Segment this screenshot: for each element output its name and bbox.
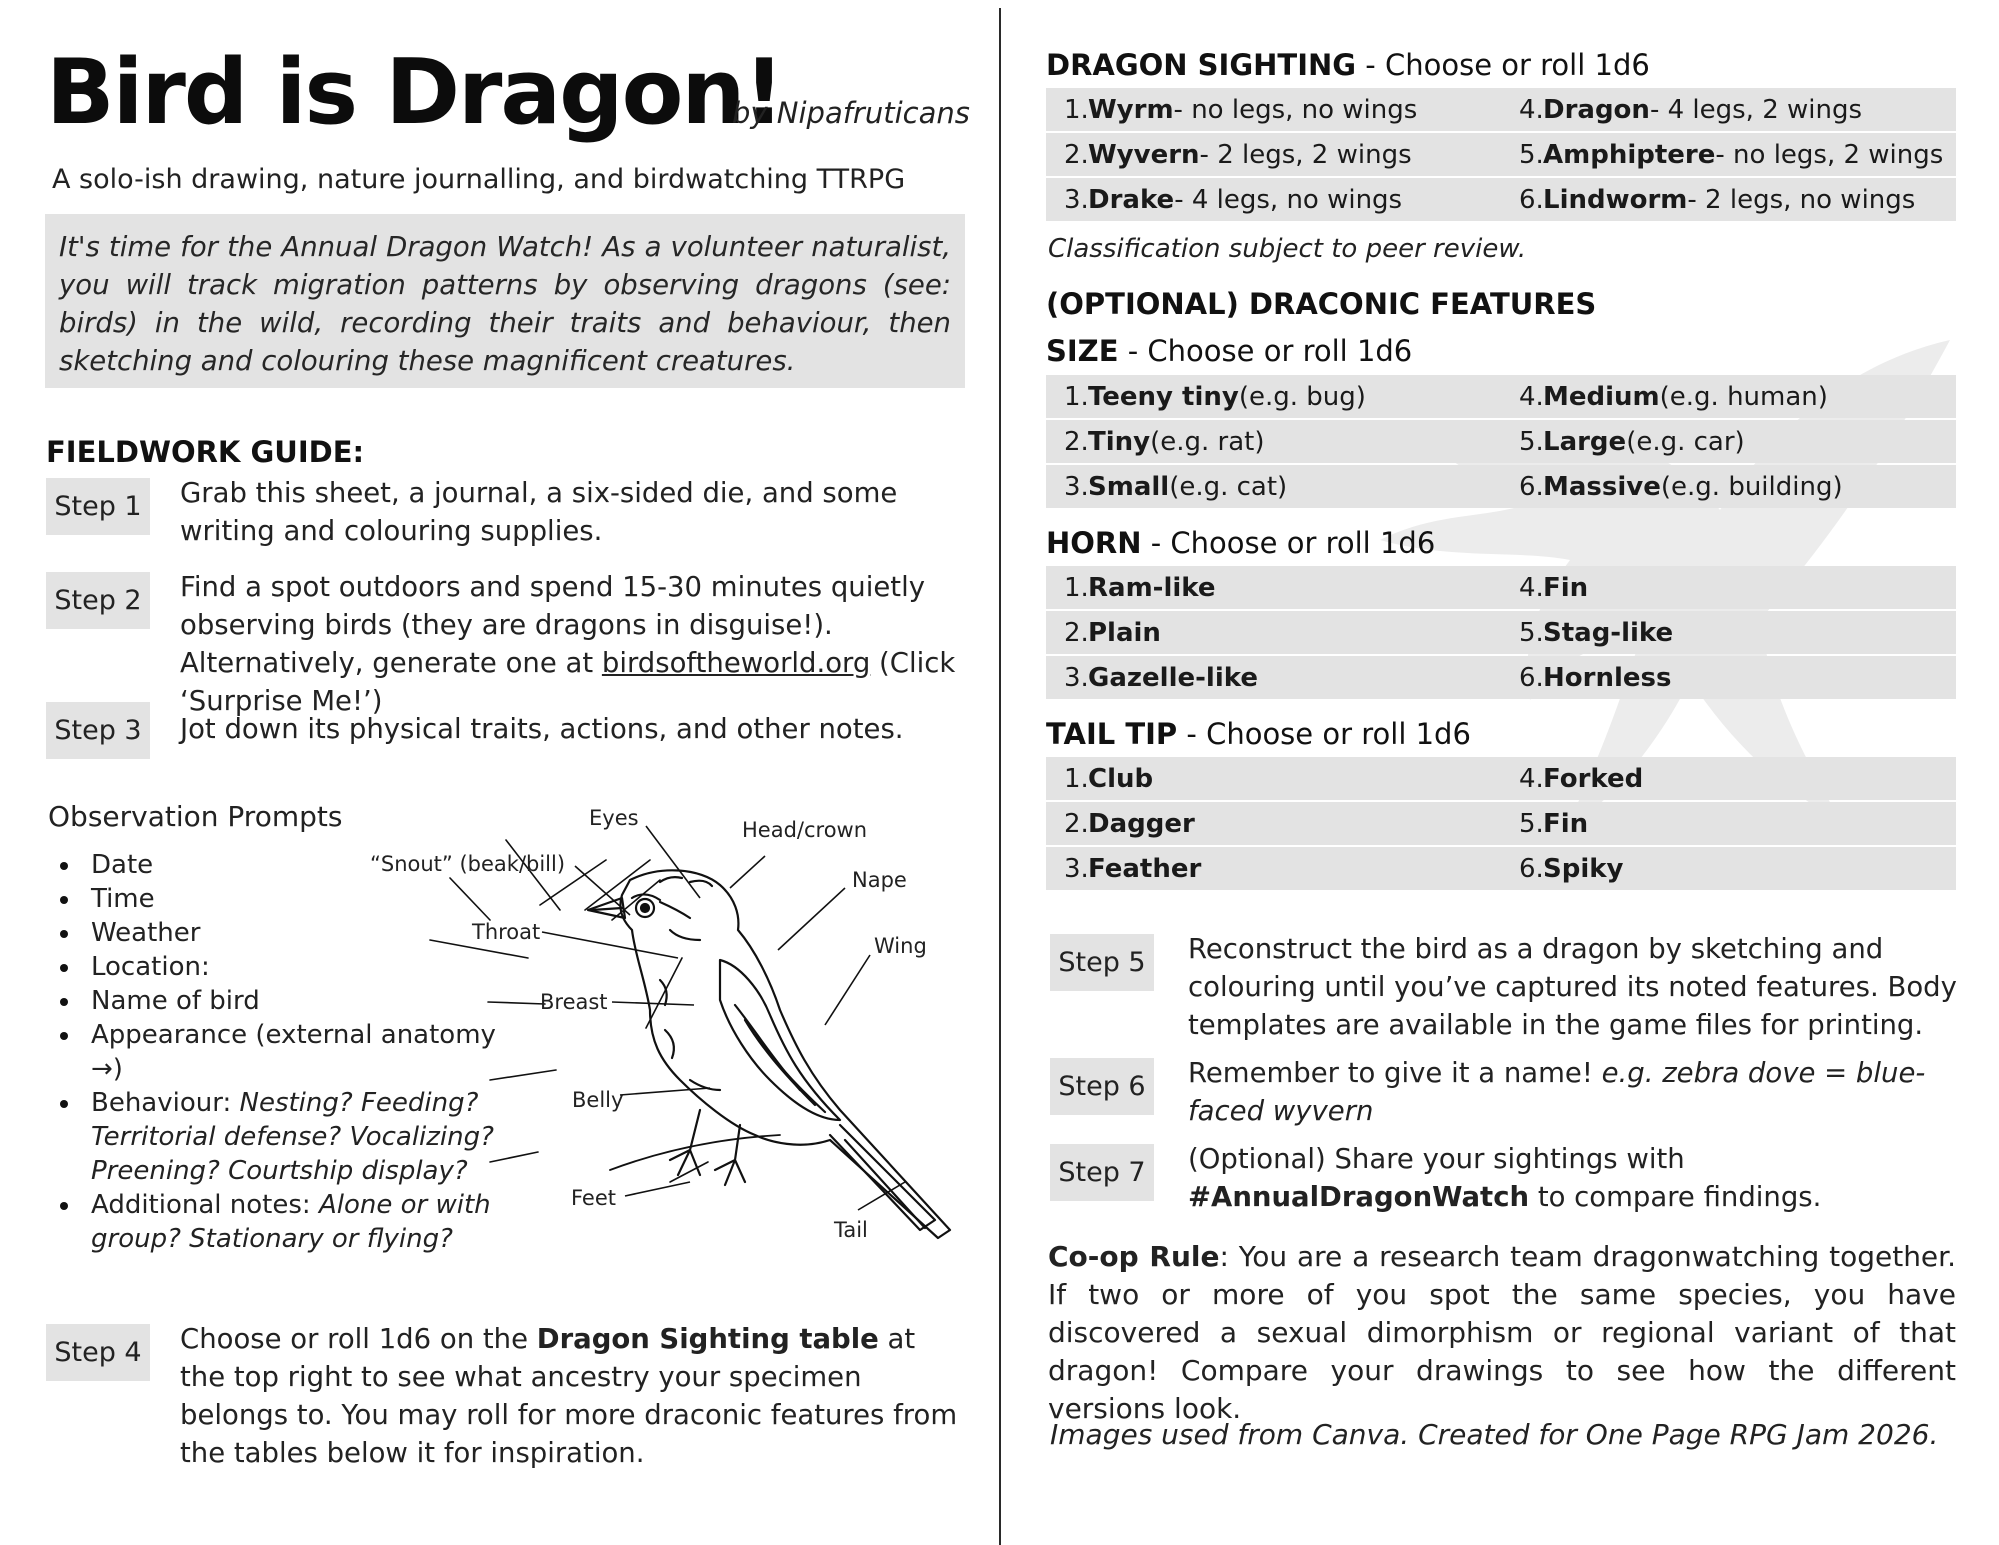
option-detail: (e.g. human) bbox=[1659, 381, 1828, 412]
prompt-behaviour-detail: Nesting? Feeding? Territorial defense? Vocalizing? Preening? Courtship display? bbox=[91, 1088, 494, 1186]
tail-table-heading bbox=[1046, 717, 1471, 751]
tail-table-cell bbox=[1501, 854, 1956, 884]
option-name: Feather bbox=[1088, 853, 1202, 884]
option-number: 4. bbox=[1519, 763, 1544, 794]
label-snout: “Snout” (beak/bill) bbox=[370, 852, 566, 876]
coop-rule-label: Co-op Rule bbox=[1048, 1240, 1220, 1273]
option-number: 2. bbox=[1064, 426, 1089, 457]
step-6-badge: Step 6 bbox=[1050, 1058, 1154, 1115]
size-table-title: SIZE bbox=[1046, 334, 1119, 368]
horn-table-cell bbox=[1501, 573, 1956, 603]
option-number: 1. bbox=[1064, 763, 1089, 794]
label-wing: Wing bbox=[874, 934, 927, 958]
option-name: Teeny tiny bbox=[1088, 381, 1239, 412]
option-number: 3. bbox=[1064, 471, 1089, 502]
size-table-cell bbox=[1046, 382, 1501, 412]
option-name: Ram-like bbox=[1088, 572, 1216, 603]
option-name: Massive bbox=[1543, 471, 1661, 502]
sighting-table-cell bbox=[1046, 95, 1501, 125]
prompt-appearance: Appearance (external anatomy →) bbox=[58, 1018, 508, 1086]
step-6-example: e.g. zebra dove = blue-faced wyvern bbox=[1188, 1057, 1926, 1127]
option-detail: (e.g. rat) bbox=[1150, 426, 1265, 457]
option-detail: (e.g. car) bbox=[1626, 426, 1745, 457]
prompt-time: Time bbox=[58, 882, 508, 916]
option-name: Gazelle-like bbox=[1088, 662, 1258, 693]
option-number: 4. bbox=[1519, 572, 1544, 603]
label-belly: Belly bbox=[572, 1088, 624, 1112]
option-number: 3. bbox=[1064, 184, 1089, 215]
option-number: 1. bbox=[1064, 572, 1089, 603]
coop-rule-text: : You are a research team dragonwatching together. If two or more of you spot the same species, you have discovered a sexual dimorphism or regional variant of that dragon! Compare your drawings to see how the different versions look. bbox=[1048, 1240, 1957, 1425]
birds-of-the-world-link[interactable]: birdsoftheworld.org bbox=[601, 647, 871, 679]
option-number: 6. bbox=[1519, 853, 1544, 884]
option-name: Plain bbox=[1088, 617, 1161, 648]
size-table-suffix: - Choose or roll 1d6 bbox=[1118, 334, 1413, 368]
option-number: 5. bbox=[1519, 617, 1544, 648]
option-number: 1. bbox=[1064, 381, 1089, 412]
tail-table-cell bbox=[1046, 854, 1501, 884]
sighting-table-cell bbox=[1501, 95, 1956, 125]
author-byline: by Nipafruticans bbox=[732, 96, 970, 130]
option-name: Amphiptere bbox=[1543, 139, 1716, 170]
step-7-text-after: to compare findings. bbox=[1529, 1181, 1822, 1213]
anatomy-leader-lines bbox=[0, 0, 999, 1545]
option-detail: - 2 legs, 2 wings bbox=[1199, 139, 1412, 170]
size-table-cell bbox=[1046, 427, 1501, 457]
step-4-text bbox=[180, 1320, 960, 1472]
option-detail: (e.g. cat) bbox=[1169, 471, 1288, 502]
step-4-text-bold: Dragon Sighting table bbox=[536, 1323, 879, 1355]
option-name: Lindworm bbox=[1543, 184, 1688, 215]
page-title: Bird is Dragon! bbox=[46, 40, 783, 145]
column-divider bbox=[999, 8, 1001, 1545]
sighting-table-cell bbox=[1501, 185, 1956, 215]
option-name: Forked bbox=[1543, 763, 1644, 794]
horn-table-title: HORN bbox=[1046, 526, 1142, 560]
option-detail: - no legs, 2 wings bbox=[1715, 139, 1944, 170]
option-number: 2. bbox=[1064, 139, 1089, 170]
option-name: Small bbox=[1088, 471, 1170, 502]
tail-table-row bbox=[1046, 802, 1956, 845]
option-name: Hornless bbox=[1543, 662, 1672, 693]
option-number: 5. bbox=[1519, 808, 1544, 839]
prompt-date: Date bbox=[58, 848, 508, 882]
sighting-table-heading bbox=[1046, 48, 1650, 82]
option-detail: (e.g. building) bbox=[1660, 471, 1843, 502]
horn-table-cell bbox=[1046, 663, 1501, 693]
step-6-text-before: Remember to give it a name! bbox=[1188, 1057, 1602, 1089]
option-number: 4. bbox=[1519, 94, 1544, 125]
step-2-text-after: (Click ‘Surprise Me!’) bbox=[180, 647, 956, 717]
step-6-text bbox=[1188, 1054, 1968, 1130]
dragon-sighting-table bbox=[1046, 88, 1956, 223]
horn-table-row bbox=[1046, 656, 1956, 699]
horn-table-cell bbox=[1046, 618, 1501, 648]
option-number: 2. bbox=[1064, 617, 1089, 648]
step-1-text: Grab this sheet, a journal, a six-sided die, and some writing and colouring supplies. bbox=[180, 477, 898, 547]
step-4-badge: Step 4 bbox=[46, 1324, 150, 1381]
tail-tip-table bbox=[1046, 757, 1956, 892]
label-eyes: Eyes bbox=[589, 806, 639, 830]
tail-table-cell bbox=[1501, 764, 1956, 794]
size-table-row bbox=[1046, 375, 1956, 418]
size-table-cell bbox=[1501, 472, 1956, 502]
observation-prompts-title: Observation Prompts bbox=[48, 800, 343, 833]
tail-table-cell bbox=[1501, 809, 1956, 839]
option-number: 2. bbox=[1064, 808, 1089, 839]
tail-table-cell bbox=[1046, 764, 1501, 794]
annual-dragon-watch-hashtag: #AnnualDragonWatch bbox=[1188, 1181, 1530, 1213]
option-detail: - no legs, no wings bbox=[1173, 94, 1418, 125]
option-name: Wyvern bbox=[1088, 139, 1200, 170]
tail-table-suffix: - Choose or roll 1d6 bbox=[1177, 717, 1471, 751]
horn-table-heading bbox=[1046, 526, 1435, 560]
option-number: 6. bbox=[1519, 471, 1544, 502]
sighting-table-row bbox=[1046, 133, 1956, 176]
step-7-text bbox=[1188, 1140, 1988, 1216]
step-7-text-before: (Optional) Share your sightings with bbox=[1188, 1143, 1685, 1175]
prompt-notes-detail: Alone or with group? Stationary or flying? bbox=[91, 1190, 491, 1254]
horn-table-suffix: - Choose or roll 1d6 bbox=[1141, 526, 1436, 560]
prompt-behaviour-label: Behaviour: bbox=[91, 1088, 240, 1118]
step-5-badge: Step 5 bbox=[1050, 934, 1154, 991]
step-3-badge: Step 3 bbox=[46, 702, 150, 759]
horn-table-cell bbox=[1046, 573, 1501, 603]
label-head-crown: Head/crown bbox=[742, 818, 868, 842]
page-subtitle: A solo-ish drawing, nature journalling, and birdwatching TTRPG bbox=[52, 164, 906, 195]
fieldwork-guide-heading: FIELDWORK GUIDE: bbox=[46, 435, 365, 469]
label-feet: Feet bbox=[571, 1186, 617, 1210]
option-number: 5. bbox=[1519, 426, 1544, 457]
credits-line: Images used from Canva. Created for One Page RPG Jam 2026. bbox=[1050, 1418, 1939, 1451]
option-name: Dagger bbox=[1088, 808, 1195, 839]
option-number: 3. bbox=[1064, 853, 1089, 884]
prompt-location: Location: bbox=[58, 950, 508, 984]
step-2-text-before: Find a spot outdoors and spend 15-30 minutes quietly observing birds (they are dragons in disguise!). Alternatively, generate one at bbox=[180, 571, 925, 679]
step-7-badge: Step 7 bbox=[1050, 1144, 1154, 1201]
size-table bbox=[1046, 375, 1956, 510]
sighting-table-cell bbox=[1046, 140, 1501, 170]
option-number: 3. bbox=[1064, 662, 1089, 693]
size-table-heading bbox=[1046, 334, 1412, 368]
option-name: Drake bbox=[1088, 184, 1175, 215]
horn-table-cell bbox=[1501, 618, 1956, 648]
option-name: Club bbox=[1088, 763, 1154, 794]
classification-note: Classification subject to peer review. bbox=[1048, 234, 1527, 264]
horn-table bbox=[1046, 566, 1956, 701]
option-name: Fin bbox=[1543, 808, 1589, 839]
size-table-cell bbox=[1501, 427, 1956, 457]
intro-text: It's time for the Annual Dragon Watch! As a volunteer naturalist, you will track migration patterns by observing dragons (see: birds) in the wild, recording their traits and behaviour, then sketching and colouring these magnificent creatures. bbox=[59, 231, 951, 377]
horn-table-row bbox=[1046, 566, 1956, 609]
option-detail: (e.g. bug) bbox=[1238, 381, 1366, 412]
option-name: Large bbox=[1543, 426, 1627, 457]
option-name: Stag-like bbox=[1543, 617, 1674, 648]
size-table-row bbox=[1046, 420, 1956, 463]
step-3-text: Jot down its physical traits, actions, and other notes. bbox=[180, 713, 904, 745]
sighting-table-cell bbox=[1046, 185, 1501, 215]
option-name: Fin bbox=[1543, 572, 1589, 603]
step-1-badge: Step 1 bbox=[46, 478, 150, 535]
step-2-badge: Step 2 bbox=[46, 572, 150, 629]
sighting-table-suffix: - Choose or roll 1d6 bbox=[1356, 48, 1650, 82]
option-name: Tiny bbox=[1088, 426, 1151, 457]
option-number: 6. bbox=[1519, 662, 1544, 693]
option-number: 6. bbox=[1519, 184, 1544, 215]
sighting-table-row bbox=[1046, 88, 1956, 131]
prompt-name: Name of bird bbox=[58, 984, 508, 1018]
step-4-text-before: Choose or roll 1d6 on the bbox=[180, 1323, 537, 1355]
label-tail: Tail bbox=[834, 1218, 868, 1242]
horn-table-cell bbox=[1501, 663, 1956, 693]
option-name: Dragon bbox=[1543, 94, 1650, 125]
option-number: 5. bbox=[1519, 139, 1544, 170]
option-detail: - 4 legs, no wings bbox=[1174, 184, 1403, 215]
prompt-notes-label: Additional notes: bbox=[91, 1190, 319, 1220]
horn-table-row bbox=[1046, 611, 1956, 654]
coop-rule bbox=[1048, 1238, 1956, 1428]
option-name: Wyrm bbox=[1088, 94, 1174, 125]
label-throat: Throat bbox=[472, 920, 541, 944]
step-5-text: Reconstruct the bird as a dragon by sketching and colouring until you’ve captured its noted features. Body templates are available in the game files for printing. bbox=[1188, 933, 1957, 1041]
size-table-cell bbox=[1501, 382, 1956, 412]
option-name: Spiky bbox=[1543, 853, 1624, 884]
label-breast: Breast bbox=[540, 990, 608, 1014]
option-number: 4. bbox=[1519, 381, 1544, 412]
tail-table-row bbox=[1046, 847, 1956, 890]
step-4-text-after: at the top right to see what ancestry your specimen belongs to. You may roll for more draconic features from the tables below it for inspiration. bbox=[180, 1323, 958, 1469]
option-number: 1. bbox=[1064, 94, 1089, 125]
sighting-table-title: DRAGON SIGHTING bbox=[1046, 48, 1357, 82]
prompt-weather: Weather bbox=[58, 916, 508, 950]
sighting-table-cell bbox=[1501, 140, 1956, 170]
tail-table-row bbox=[1046, 757, 1956, 800]
draconic-features-heading: (OPTIONAL) DRACONIC FEATURES bbox=[1046, 287, 1597, 321]
size-table-row bbox=[1046, 465, 1956, 508]
option-detail: - 2 legs, no wings bbox=[1687, 184, 1916, 215]
tail-table-title: TAIL TIP bbox=[1046, 717, 1178, 751]
size-table-cell bbox=[1046, 472, 1501, 502]
sighting-table-row bbox=[1046, 178, 1956, 221]
label-nape: Nape bbox=[852, 868, 907, 892]
option-detail: - 4 legs, 2 wings bbox=[1649, 94, 1863, 125]
tail-table-cell bbox=[1046, 809, 1501, 839]
option-name: Medium bbox=[1543, 381, 1660, 412]
